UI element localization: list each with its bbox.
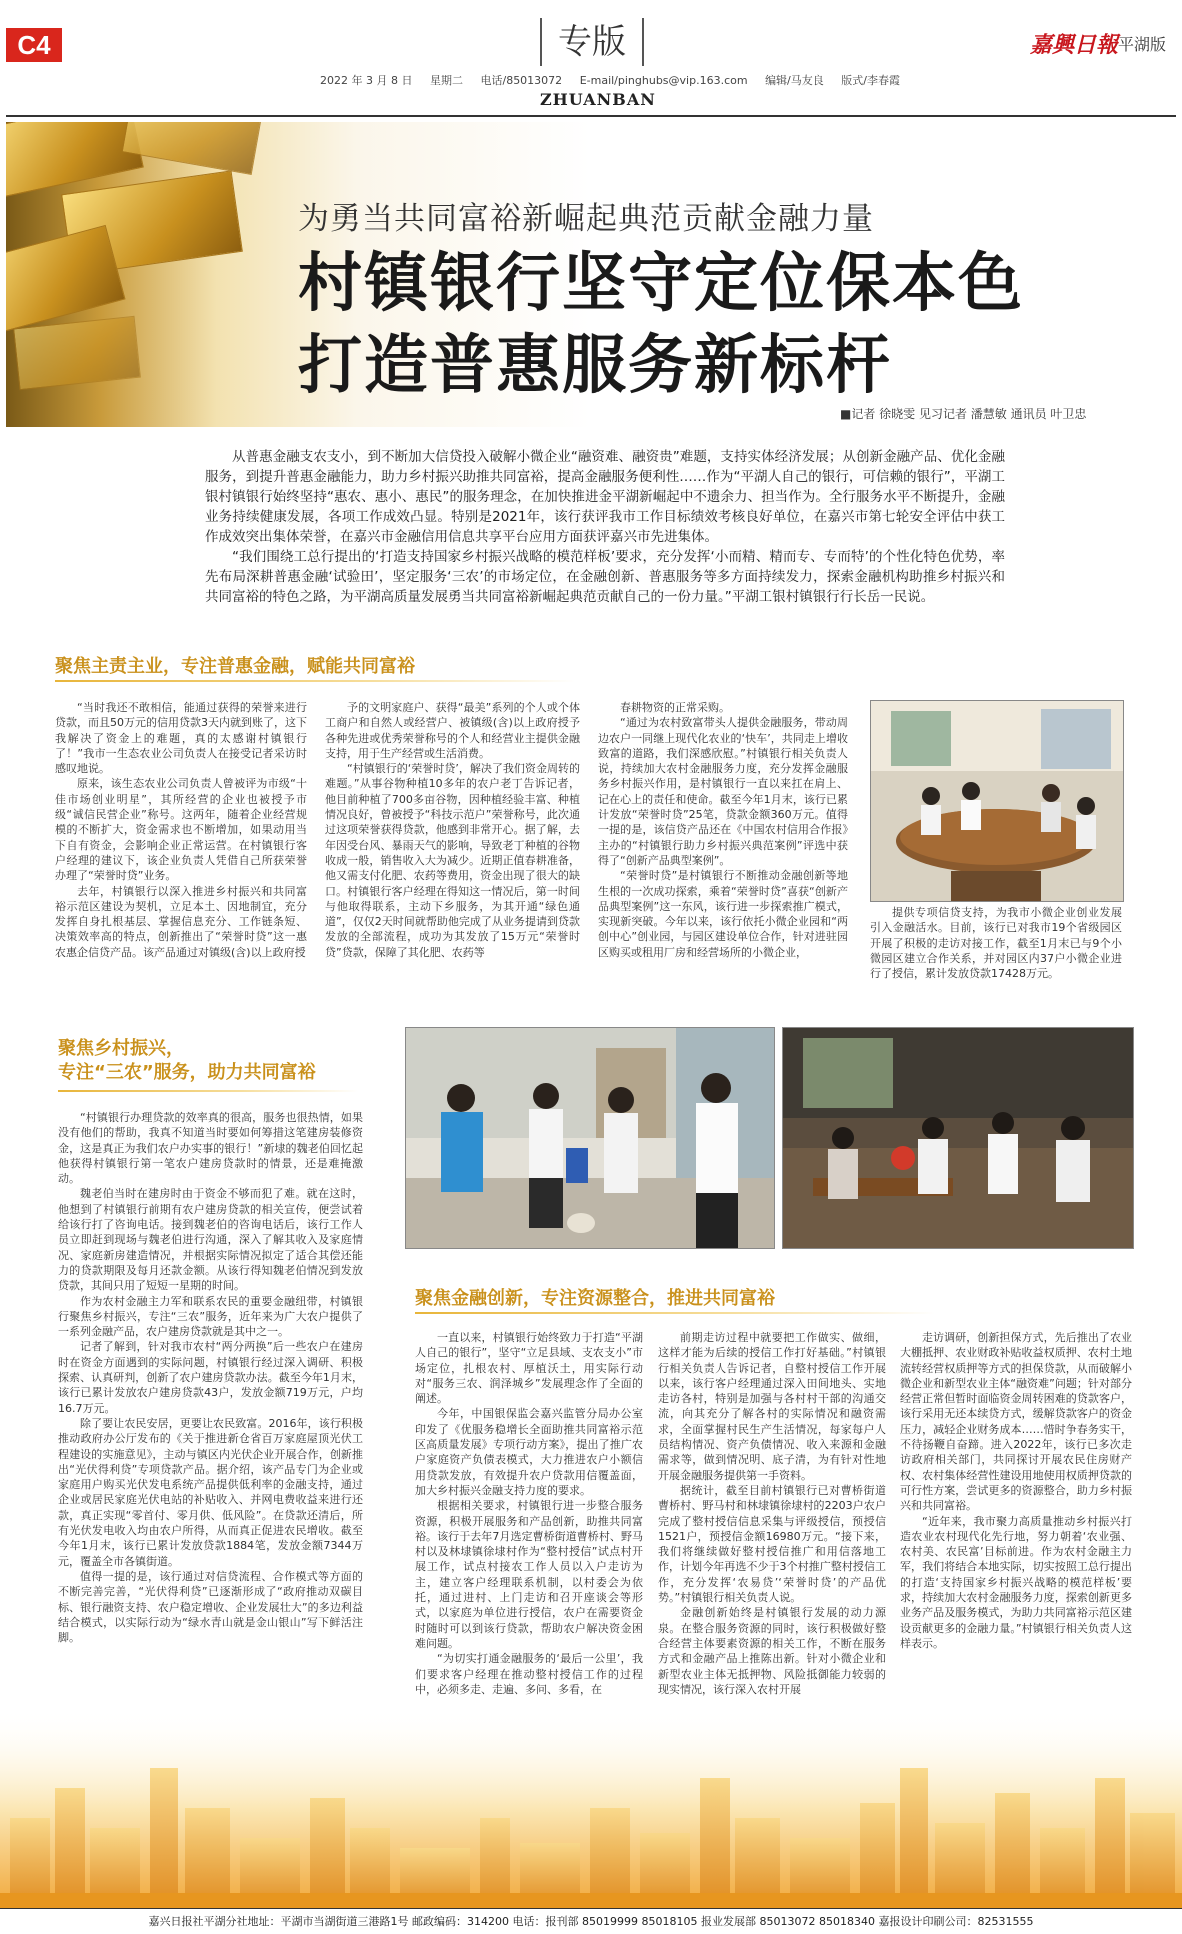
paragraph: 前期走访过程中就要把工作做实、做细，这样才能为后续的授信工作打好基础。”村镇银行相关负责人告诉记者，自整村授信工作开展以来，该行客户经理通过深入田间地头、实地走访各村，特别是加强与各村村干部的沟通交流，向其充分了解各村的实际情况和融资需求，全面掌握村民生产生活情况，每家每户人员结构情况、资产负债情况、收入来源和金融需求等，做到情况明、底子清，为有针对性地开展金融服务提供第一手资料。 [658, 1331, 886, 1482]
article-intro [205, 447, 1005, 607]
footer: 嘉兴日报社平湖分社地址：平湖市当湖街道三港路1号 邮政编码：314200 电话：报刊部 85019999 85018105 报业发展部 85013072 85018340 嘉报设计印刷公司：82531555 [0, 1908, 1182, 1934]
paragraph: 魏老伯当时在建房时由于资金不够而犯了难。就在这时，他想到了村镇银行前期有农户建房贷款的相关宣传，便尝试着给该行打了咨询电话。接到魏老伯的咨询电话后，该行工作人员立即赶到现场与魏老伯进行沟通，深入了解其收入及家庭情况、家庭新房建造情况，并根据实际情况拟定了适合其偿还能力的贷款期限及每月还款金额。从该行得知魏老伯情况到发放贷款，其间只用了短短一星期的时间。 [58, 1187, 363, 1293]
paragraph: 金融创新始终是村镇银行发展的动力源泉。在整合服务资源的同时，该行积极做好整合经营主体要素资源的相关工作，不断在服务方式和金融产品上推陈出新。针对小微企业和新型农业主体无抵押物、风险抵御能力较弱的现实情况，该行深入农村开展 [658, 1606, 886, 1696]
meta-line [320, 72, 914, 88]
bank-visit-photo [405, 1027, 775, 1249]
section3-column-2 [658, 1330, 886, 1720]
issue-date: 2022 年 3 月 8 日 [320, 74, 413, 87]
paragraph: “村镇银行的‘荣誉时贷’，解决了我们资金周转的难题。”从事谷物种植10多年的农户老丁告诉记者，他目前种植了700多亩谷物，因种植经验丰富、种植情况良好，曾被授予“科技示范户”荣誉称号，此次通过这项荣誉获得贷款，他感到非常开心。据了解，去年因受台风、暴雨天气的影响，导致老丁种植的谷物收成一般，销售收入大为减少。近期正值春耕准备，他又需支付化肥、农药等费用，资金出现了很大的缺口。村镇银行客户经理在得知这一情况后，第一时间与他取得联系，主动下乡服务，为其开通“绿色通道”，仅仅2天时间就帮助他完成了从业务提请到贷款发放的全部流程，成功为其发放了15万元“荣誉时贷”贷款，保障了其化肥、农药等 [325, 762, 580, 959]
section1-column-3 [598, 700, 848, 1010]
article-title [298, 243, 1024, 407]
paragraph: 作为农村金融主力军和联系农民的重要金融纽带，村镇银行聚焦乡村振兴，专注“三农”服务，近年来为广大农户提供了一系列金融产品，农户建房贷款就是其中之一。 [58, 1294, 363, 1339]
paragraph: 提供专项信贷支持，为我市小微企业创业发展引入金融活水。目前，该行已对我市19个省级园区开展了积极的走访对接工作，截至1月末已与9个小微园区建立合作关系，并对园区内37户小微企业进行了授信，累计发放贷款17428万元。 [870, 906, 1122, 981]
heading-line: 专注“三农”服务，助力共同富裕 [58, 1062, 316, 1083]
paragraph: 一直以来，村镇银行始终致力于打造“平湖人自己的银行”，坚守“立足县域、支农支小”市场定位，扎根农村、厚植沃土，用实际行动对“服务三农、润泽城乡”发展理念作了全面的阐述。 [415, 1331, 643, 1406]
section1-underline [55, 680, 575, 682]
section3-underline [415, 1312, 935, 1314]
editor: 编辑/马友良 [765, 74, 824, 87]
section2-column [58, 1110, 363, 1700]
section2-underline [58, 1090, 358, 1092]
section-title: 专版 [540, 18, 644, 66]
section1-column-1 [55, 700, 307, 1010]
byline: ■记者 徐晓雯 见习记者 潘慧敏 通讯员 叶卫忠 [840, 407, 1087, 421]
section-english: ZHUANBAN [540, 90, 656, 109]
paragraph: 予的文明家庭户、获得“最美”系列的个人或个体工商户和自然人或经营户、被镇级(含)以上政府授予各种先进或优秀荣誉称号的个人和经营业主提供金融支持，用于生产经营或生活消费。 [325, 701, 580, 760]
city-skyline-graphic [0, 1708, 1182, 1908]
paragraph: “为切实打通金融服务的‘最后一公里’，我们要求客户经理在推动整村授信工作的过程中，必须多走、走遍、多问、多看，在 [415, 1652, 643, 1696]
section1-column-4 [870, 905, 1122, 1015]
paragraph: 今年，中国银保监会嘉兴监管分局办公室印发了《优服务稳增长全面助推共同富裕示范区高质量发展》专项行动方案》，提出了推广农户家庭资产负债表模式，大力推进农户小额信用贷款发放，有效提升农户贷款用信覆盖面，加大乡村振兴金融支持力度的要求。 [415, 1407, 643, 1497]
heading-line: 聚焦乡村振兴， [58, 1038, 184, 1059]
title-line-1: 村镇银行坚守定位保本色 [298, 247, 1024, 321]
section2-heading [58, 1037, 316, 1085]
page-code: C4 [6, 28, 62, 62]
village-visit-photo [782, 1027, 1134, 1249]
paragraph: “通过为农村致富带头人提供金融服务，带动周边农户一同继上现代化农业的‘快车’，共同走上增收致富的道路，我们深感欣慰。”村镇银行相关负责人说，持续加大农村金融服务力度，充分发挥金融服务乡村振兴作用，是村镇银行一直以来扛在肩上、记在心上的责任和使命。截至今年1月末，该行已累计发放“荣誉时贷”25笔，贷款金额360万元。值得一提的是，该信贷产品还在《中国农村信用合作报》主办的“村镇银行助力乡村振兴典范案例”评选中获得了“创新产品典型案例”。 [598, 716, 848, 867]
paragraph: 记者了解到，针对我市农村“两分两换”后一些农户在建房时在资金方面遇到的实际问题，村镇银行经过深入调研、积极探索、认真研判，创新了农户建房贷款办法。截至今年1月末，该行已累计发放农户建房贷款43户，发放金额719万元，户均16.7万元。 [58, 1340, 363, 1415]
intro-paragraph: 从普惠金融支农支小，到不断加大信贷投入破解小微企业“融资难、融资贵”难题，支持实体经济发展；从创新金融产品、优化金融服务，到提升普惠金融能力，助力乡村振兴助推共同富裕，提高金融服务便利性……作为“平湖人自己的银行，可信赖的银行”，平湖工银村镇银行始终坚持“惠农、惠小、惠民”的服务理念，在加快推进金平湖新崛起中不遗余力、担当作为。全行服务水平不断提升，金融业务持续健康发展，各项工作成效凸显。特别是2021年，该行获评我市工作目标绩效考核良好单位，在嘉兴市第七轮安全评估中获工作成效突出集体荣誉，在嘉兴市金融信用信息共享平台应用方面获评嘉兴市先进集体。 [205, 449, 1005, 545]
divider [6, 115, 1176, 117]
issue-weekday: 星期二 [429, 74, 463, 87]
paragraph: 值得一提的是，该行通过对信贷流程、合作模式等方面的不断完善完善，“光伏得利贷”已逐渐形成了“政府推动双碳目标、银行融资支持、农户稳定增收、企业发展壮大”的多边利益结合模式，以实际行动为“绿水青山就是金山银山”写下鲜活注脚。 [58, 1569, 363, 1645]
title-line-2: 打造普惠服务新标杆 [298, 329, 892, 403]
paragraph: 原来，该生态农业公司负责人曾被评为市级“十佳市场创业明星”，其所经营的企业也被授予市级“诚信民营企业”称号。这两年，随着企业经营规模的不断扩大，资金需求也不断增加，如果动用当下自有资金，会影响企业正常运营。在村镇银行客户经理的建议下，该企业负责人凭借自己所获荣誉办理了“荣誉时贷”业务。 [55, 777, 307, 883]
section1-heading: 聚焦主责主业，专注普惠金融，赋能共同富裕 [55, 656, 415, 677]
paragraph: “当时我还不敢相信，能通过获得的荣誉来进行贷款，而且50万元的信用贷款3天内就到账了，这下我解决了资金上的难题，真的太感谢村镇银行了！”我市一生态农业公司负责人在接受记者采访时感叹地说。 [55, 701, 307, 776]
newspaper-logo: 嘉興日報 [1030, 32, 1119, 58]
paragraph: “近年来，我市聚力高质量推动乡村振兴打造农业农村现代化先行地，努力朝着‘农业强、农村美、农民富’目标前进。作为农村金融主力军，我们将结合本地实际，切实按照工总行提出的打造‘支持国家乡村振兴战略的模范样板’要求，持续加大农村金融服务力度，探索创新更多业务产品及服务模式，为助力共同富裕示范区建设贡献更多的金融力量。”村镇银行相关负责人这样表示。 [900, 1514, 1132, 1650]
paragraph: 除了要让农民安居，更要让农民致富。2016年，该行积极推动政府办公厅发布的《关于推进新仓省百万家庭屋顶光伏工程建设的实施意见》，主动与镇区内光伏企业开展合作，创新推出“光伏得利贷”专项贷款产品。据介绍，该产品专门为企业或家庭用户购买光伏发电系统产品提供低利率的金融支持，通过企业或居民家庭光伏电站的补贴收入、并网电费收益来进行还款，真正实现“零首付、零月供、低风险”。在贷款还清后，所有光伏发电收入均由农户所得，从而真正促进农民增收。截至今年1月末，该行已累计发放贷款1884笔，发放金额7344万元，覆盖全市各镇街道。 [58, 1416, 363, 1568]
paragraph: “村镇银行办理贷款的效率真的很高，服务也很热情，如果没有他们的帮助，我真不知道当时要如何筹措这笔建房装修资金，这是真正为我们农户办实事的银行！”新埭的魏老伯回忆起他获得村镇银行第一笔农户建房贷款时的情景，还是难掩激动。 [58, 1111, 363, 1186]
intro-paragraph: “我们围绕工总行提出的‘打造支持国家乡村振兴战略的模范样板’要求，充分发挥‘小而精、精而专、专而特’的个性化特色优势，率先布局深耕普惠金融‘试验田’，坚定服务‘三农’的市场定位，在金融创新、普惠服务等多方面持续发力，探索金融机构助推乡村振兴和共同富裕的特色之路，为平湖高质量发展勇当共同富裕新崛起典范贡献自己的一份力量。”平湖工银村镇银行行长岳一民说。 [205, 549, 1005, 605]
email: E-mail/pinghubs@vip.163.com [579, 74, 748, 87]
section3-column-3 [900, 1330, 1132, 1720]
paragraph: 去年，村镇银行以深入推进乡村振兴和共同富裕示范区建设为契机，立足本土、因地制宜，充分发挥自身扎根基层、掌握信息充分、工作链条短、决策效率高的特点，创新推出了“荣誉时贷”这一惠农惠企信贷产品。该产品通过对镇级(含)以上政府授 [55, 884, 307, 959]
section1-column-2 [325, 700, 580, 1010]
section3-heading: 聚焦金融创新，专注资源整合，推进共同富裕 [415, 1288, 775, 1309]
designer: 版式/李春霞 [841, 74, 900, 87]
article-subtitle: 为勇当共同富裕新崛起典范贡献金融力量 [298, 201, 874, 237]
paragraph: 春耕物资的正常采购。 [620, 701, 730, 714]
edition-label: 平湖版 [1118, 35, 1167, 54]
section3-column-1 [415, 1330, 643, 1720]
paragraph: 走访调研，创新担保方式，先后推出了农业大棚抵押、农业财政补贴收益权质押、农村土地流转经营权质押等方式的担保贷款，从而破解小微企业和新型农业主体“融资难”问题；针对部分经营正常但暂时面临资金周转困难的贷款客户，该行采用无还本续贷方式，缓解贷款客户的资金压力，减轻企业财务成本……惜时争春务实干，不待扬鞭自奋蹄。进入2022年，该行已多次走访政府相关部门，共同探讨开展农民住房财产权、农村集体经营性建设用地使用权质押贷款的可行性方案，尝试更多的资源整合，助力乡村振兴和共同富裕。 [900, 1331, 1132, 1513]
paragraph: “荣誉时贷”是村镇银行不断推动金融创新等地生根的一次成功探索，乘着“荣誉时贷”喜获“创新产品典型案例”这一东风，该行进一步探索推广模式，实现新突破。今年以来，该行依托小微企业园和“两创中心”创业园，与园区建设单位合作，针对进驻园区购买或租用厂房和经营场所的小微企业， [598, 869, 848, 959]
phone: 电话/85013072 [480, 74, 563, 87]
paragraph: 据统计，截至目前村镇银行已对曹桥街道曹桥村、野马村和林埭镇徐埭村的2203户农户完成了整村授信信息采集与评级授信，预授信1521户，预授信金额16980万元。“接下来，我们将继续做好整村授信推广和用信落地工作，计划今年再选不少于3个村推广整村授信工作，充分发挥‘农易贷’‘荣誉时贷’的产品优势。”村镇银行相关负责人说。 [658, 1483, 886, 1605]
meeting-photo [870, 700, 1124, 902]
paragraph: 根据相关要求，村镇银行进一步整合服务资源，积极开展服务和产品创新，助推共同富裕。该行于去年7月选定曹桥街道曹桥村、野马村以及林埭镇徐埭村作为“整村授信”试点村开展工作，试点村接农工作人员以入户走访为主，建立客户经理联系机制，以村委会为依托，通过进村、上门走访和召开座谈会等形式，以家庭为单位进行授信，农户在需要资金时随时可以到该行贷款，帮助农户解决资金困难问题。 [415, 1499, 643, 1650]
